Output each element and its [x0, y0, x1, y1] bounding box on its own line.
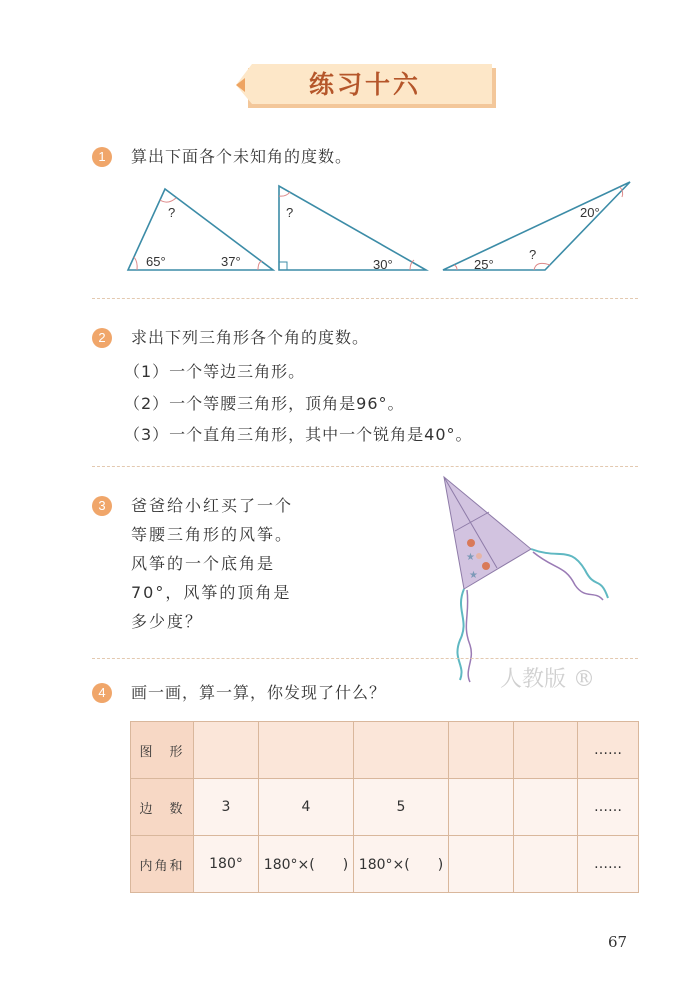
- sides-cell: 3: [194, 779, 259, 836]
- angle-label: ?: [529, 247, 537, 262]
- kite-illustration: [444, 477, 608, 682]
- sum-cell: 180°: [194, 836, 259, 893]
- text-line: 风筝的一个底角是: [131, 554, 276, 573]
- shape-cell: [514, 722, 578, 779]
- row-header: 边 数: [131, 779, 194, 836]
- problem-number-2: 2: [92, 328, 112, 348]
- text-line: 等腰三角形的风筝。: [131, 525, 294, 544]
- sides-cell: ……: [578, 779, 639, 836]
- sum-cell[interactable]: 180°×( ): [259, 836, 354, 893]
- problem-3-text: [131, 491, 293, 636]
- text-line: 多少度？: [131, 612, 204, 631]
- sides-cell: 5: [354, 779, 449, 836]
- angle-label: 20°: [580, 205, 600, 220]
- problem-number-1: 1: [92, 147, 112, 167]
- angle-label: 37°: [221, 254, 241, 269]
- row-header: 图 形: [131, 722, 194, 779]
- sub-question-2: （2）一个等腰三角形，顶角是96°。: [124, 394, 405, 413]
- shape-cell: [354, 722, 449, 779]
- angle-label: ?: [168, 205, 176, 220]
- sum-cell[interactable]: 180°×( ): [354, 836, 449, 893]
- text-line: 爸爸给小红买了一个: [131, 496, 294, 515]
- problem-1-text: 算出下面各个未知角的度数。: [131, 147, 353, 166]
- divider: [92, 466, 638, 467]
- angle-label: 30°: [373, 257, 393, 272]
- page-number: 67: [608, 933, 628, 951]
- table-row: [131, 836, 639, 893]
- shape-cell: [259, 722, 354, 779]
- triangle-2: [279, 186, 426, 270]
- sum-cell[interactable]: [514, 836, 578, 893]
- sum-cell[interactable]: [449, 836, 514, 893]
- divider: [92, 658, 638, 659]
- shape-cell: ……: [578, 722, 639, 779]
- sides-cell[interactable]: [514, 779, 578, 836]
- triangle-3: [443, 182, 630, 270]
- sub-question-3: （3）一个直角三角形，其中一个锐角是40°。: [124, 425, 473, 444]
- problem-number-3: 3: [92, 496, 112, 516]
- svg-text:★: ★: [469, 570, 478, 581]
- shape-cell: [194, 722, 259, 779]
- watermark: 人教版 ®: [500, 667, 595, 692]
- text-line: 70°，风筝的顶角是: [131, 583, 292, 602]
- svg-text:★: ★: [466, 552, 475, 563]
- sides-cell[interactable]: [449, 779, 514, 836]
- table-row: [131, 722, 639, 779]
- angle-label: 25°: [474, 257, 494, 272]
- table-row: [131, 779, 639, 836]
- exercise-title: 练习十六: [308, 70, 421, 99]
- problem-2-text: 求出下列三角形各个角的度数。: [131, 328, 370, 347]
- shape-cell: [449, 722, 514, 779]
- problem-4-text: 画一画，算一算，你发现了什么？: [131, 683, 387, 702]
- sum-cell: ……: [578, 836, 639, 893]
- angle-label: ?: [286, 205, 294, 220]
- angle-label: 65°: [146, 254, 166, 269]
- polygon-table: [130, 721, 639, 893]
- row-header: 内角和: [131, 836, 194, 893]
- problem-number-4: 4: [92, 683, 112, 703]
- sub-question-1: （1）一个等边三角形。: [124, 362, 306, 381]
- divider: [92, 298, 638, 299]
- sides-cell: 4: [259, 779, 354, 836]
